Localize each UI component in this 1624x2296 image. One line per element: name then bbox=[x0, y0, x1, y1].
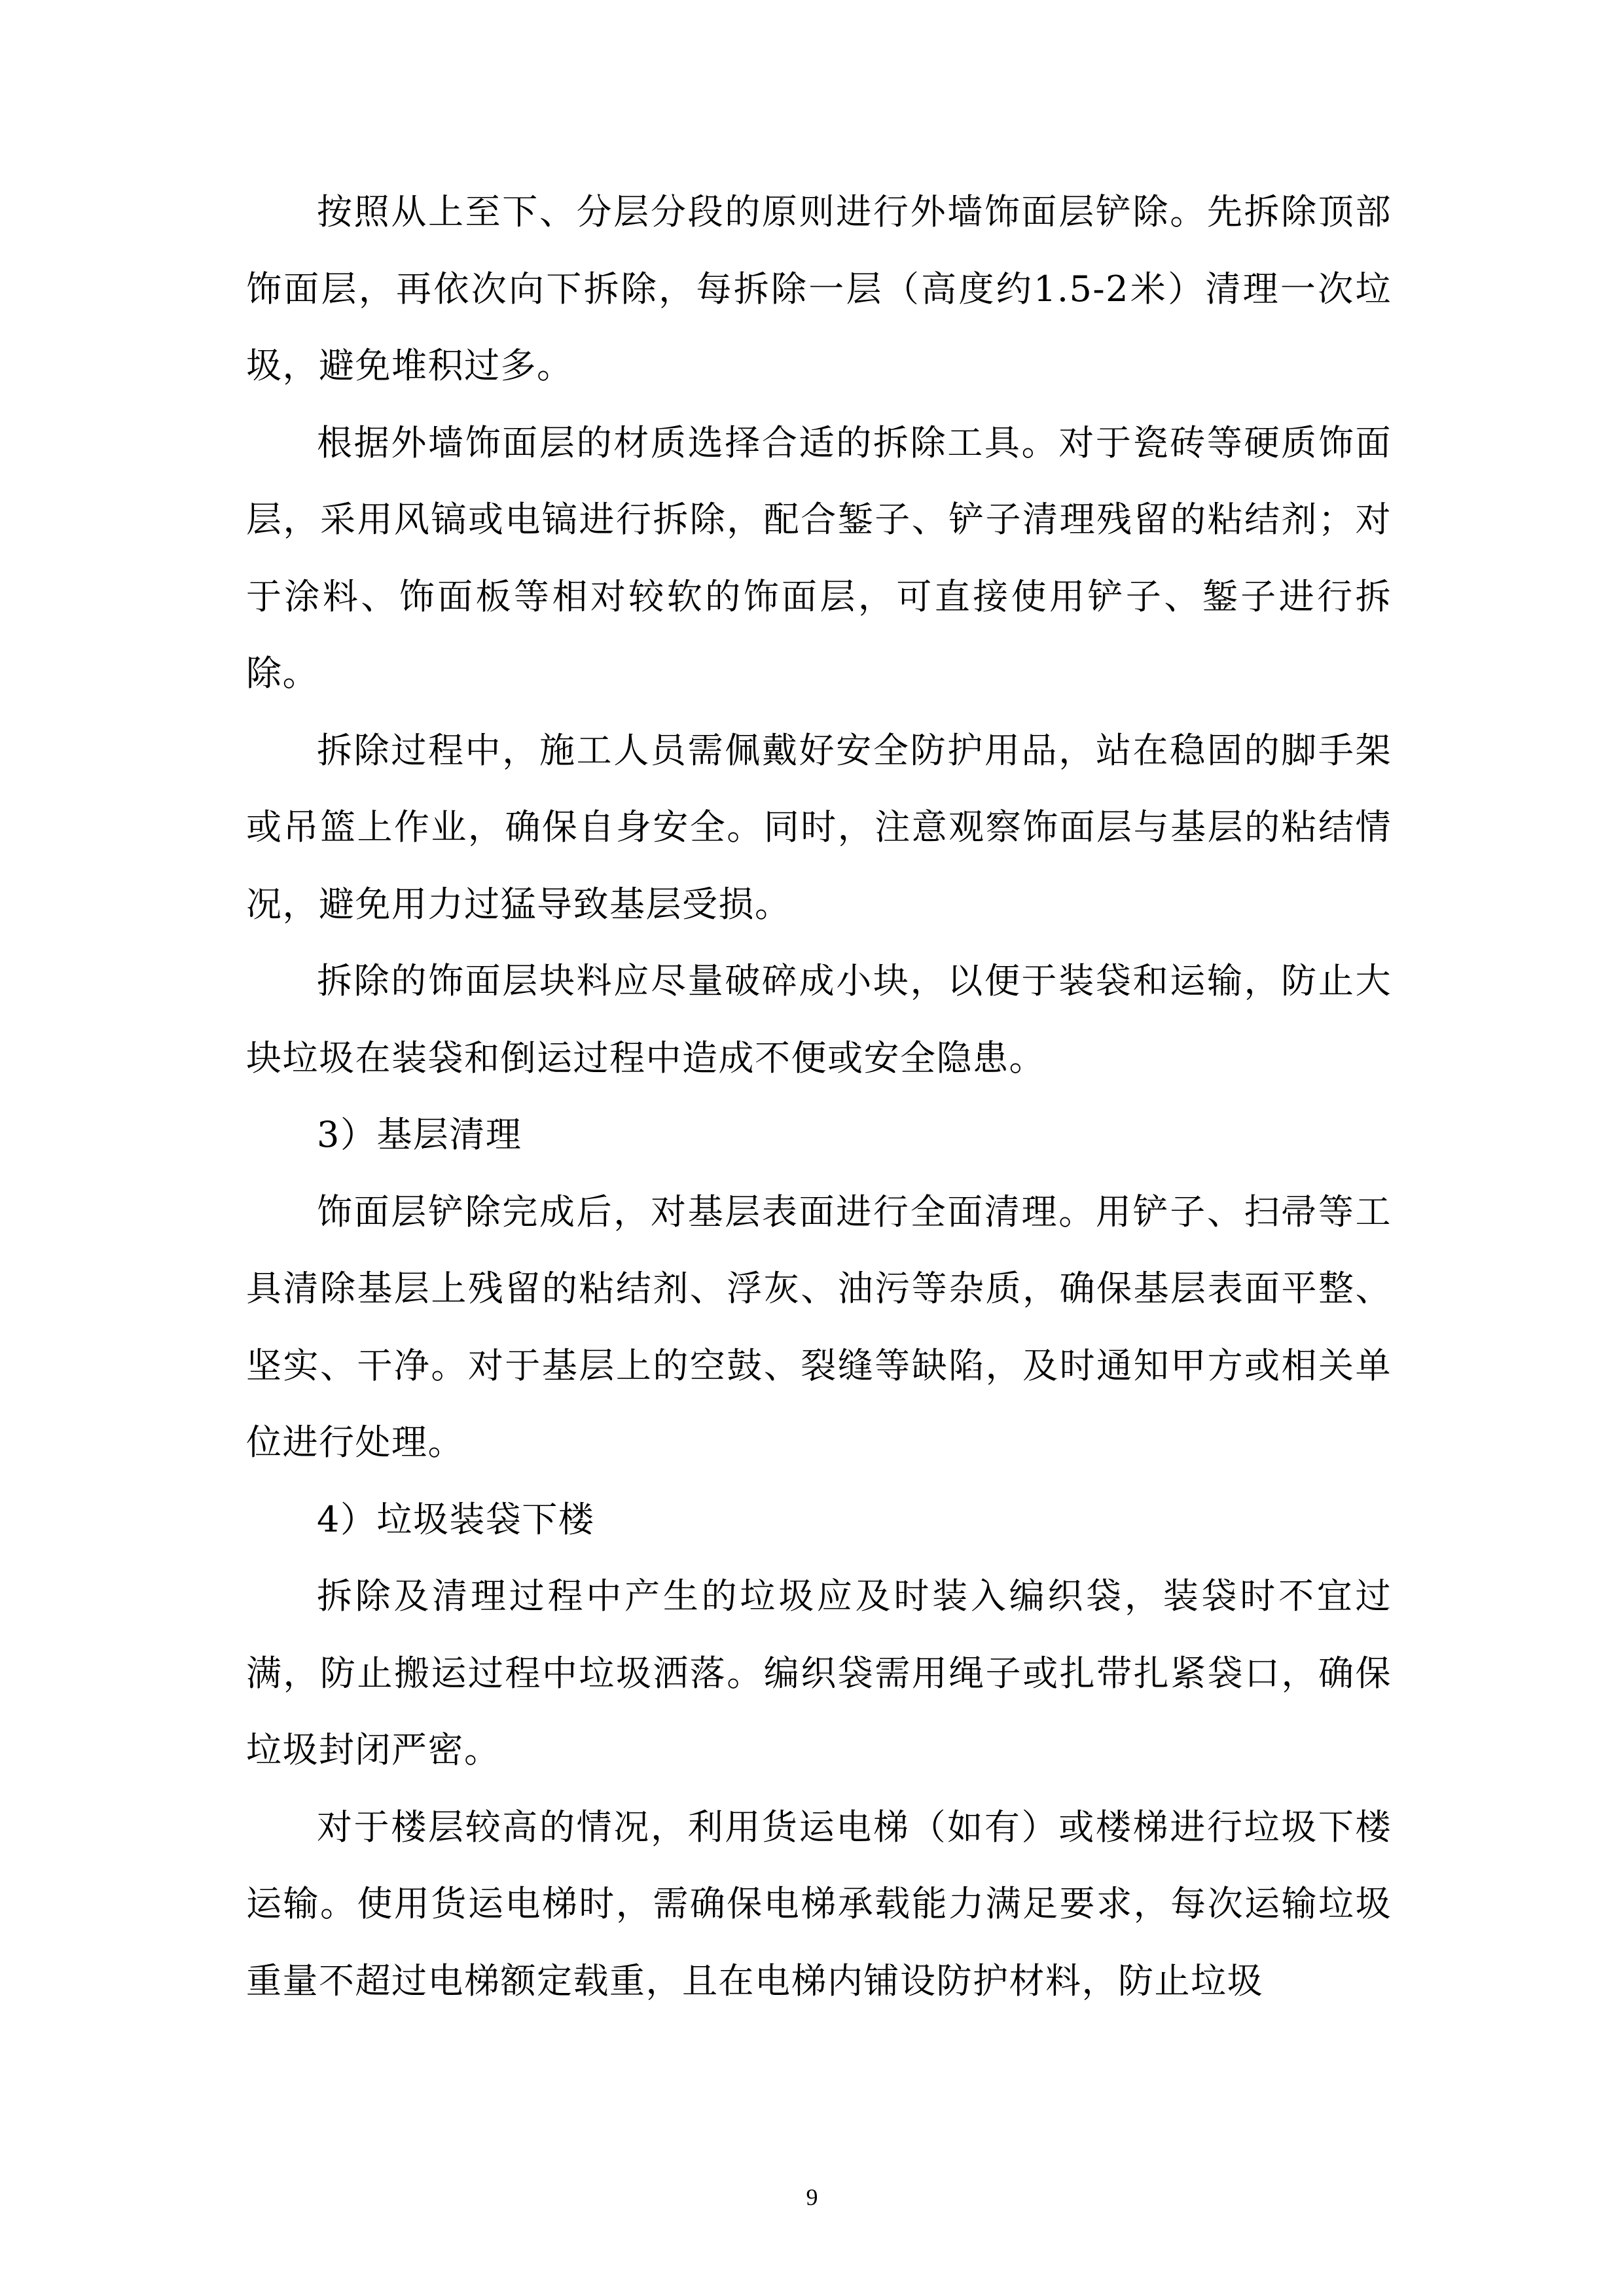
paragraph-waste-bagging: 拆除及清理过程中产生的垃圾应及时装入编织袋，装袋时不宜过满，防止搬运过程中垃圾洒落。编织袋需用绳子或扎带扎紧袋口，确保垃圾封闭严密。 bbox=[246, 1575, 1392, 1770]
paragraph-demolition-tools: 根据外墙饰面层的材质选择合适的拆除工具。对于瓷砖等硬质饰面层，采用风镐或电镐进行拆除，配合錾子、铲子清理残留的粘结剂；对于涂料、饰面板等相对较软的饰面层，可直接使用铲子、錾子进行拆除。 bbox=[246, 422, 1392, 694]
paragraph-waste-transport: 对于楼层较高的情况，利用货运电梯（如有）或楼梯进行垃圾下楼运输。使用货运电梯时，需确保电梯承载能力满足要求，每次运输垃圾重量不超过电梯额定载重，且在电梯内铺设防护材料，防止垃圾 bbox=[246, 1806, 1392, 2001]
paragraph-demolition-debris: 拆除的饰面层块料应尽量破碎成小块，以便于装袋和运输，防止大块垃圾在装袋和倒运过程中造成不便或安全隐患。 bbox=[246, 960, 1392, 1079]
paragraph-base-cleaning: 饰面层铲除完成后，对基层表面进行全面清理。用铲子、扫帚等工具清除基层上残留的粘结剂、浮灰、油污等杂质，确保基层表面平整、坚实、干净。对于基层上的空鼓、裂缝等缺陷，及时通知甲方或相关单位进行处理。 bbox=[246, 1191, 1392, 1463]
section-heading-waste-bagging: 4）垃圾装袋下楼 bbox=[317, 1498, 595, 1540]
paragraph-demolition-order: 按照从上至下、分层分段的原则进行外墙饰面层铲除。先拆除顶部饰面层，再依次向下拆除，每拆除一层（高度约1.5-2米）清理一次垃圾，避免堆积过多。 bbox=[246, 191, 1392, 386]
paragraph-demolition-safety: 拆除过程中，施工人员需佩戴好安全防护用品，站在稳固的脚手架或吊篮上作业，确保自身安全。同时，注意观察饰面层与基层的粘结情况，避免用力过猛导致基层受损。 bbox=[246, 729, 1392, 925]
section-heading-base-cleaning: 3）基层清理 bbox=[317, 1114, 522, 1155]
page-number: 9 bbox=[806, 2184, 818, 2210]
document-body bbox=[246, 173, 1392, 2019]
